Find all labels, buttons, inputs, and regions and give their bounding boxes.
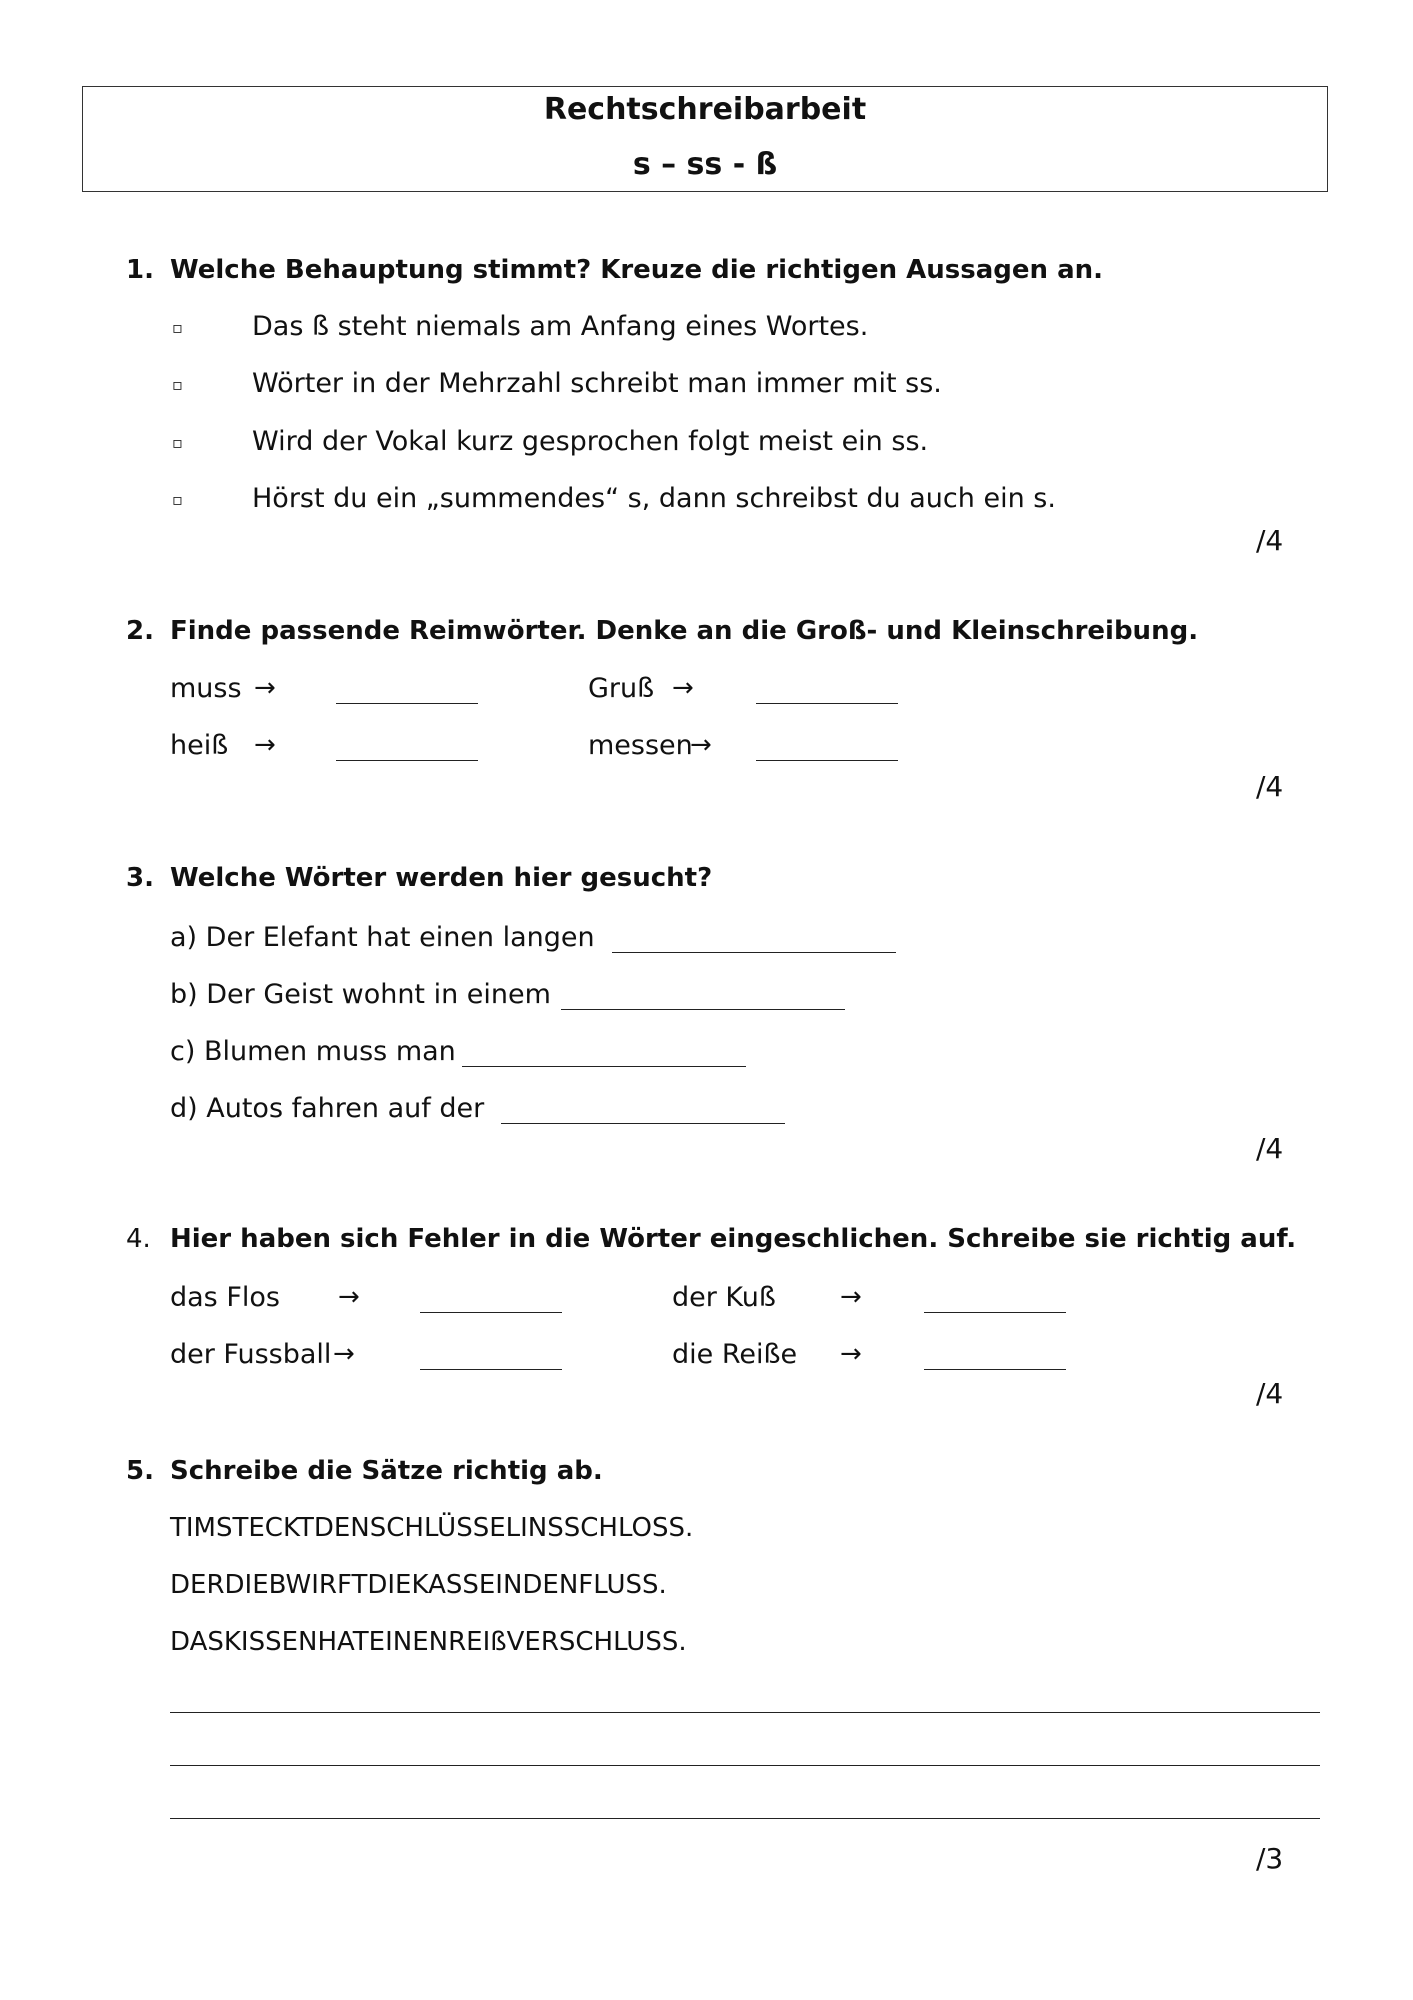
q4-word-4: die Reiße <box>672 1339 798 1370</box>
q1-number: 1. <box>126 255 154 285</box>
q2-arrow-2: → <box>672 673 694 703</box>
q2-word-2: Gruß <box>588 673 655 704</box>
q1-checkbox-1[interactable]: ▫ <box>172 318 183 337</box>
q4-text: Hier haben sich Fehler in die Wörter eingeschlichen. Schreibe sie richtig auf. <box>170 1224 1297 1254</box>
q3-text: Welche Wörter werden hier gesucht? <box>170 863 713 893</box>
q2-score: /4 <box>1256 770 1284 803</box>
q1-checkbox-2[interactable]: ▫ <box>172 375 183 394</box>
q2-blank-2[interactable] <box>756 703 898 704</box>
q1-item-1: Das ß steht niemals am Anfang eines Wortes. <box>252 311 869 342</box>
q3-blank-d[interactable] <box>501 1123 785 1124</box>
q2-arrow-4: → <box>690 730 712 760</box>
q2-number: 2. <box>126 616 154 646</box>
q2-arrow-3: → <box>254 730 276 760</box>
q5-sentence-2: DERDIEBWIRFTDIEKASSEINDENFLUSS. <box>170 1570 667 1600</box>
q3-item-b: b) Der Geist wohnt in einem <box>170 979 551 1010</box>
q2-blank-4[interactable] <box>756 760 898 761</box>
q5-sentence-3: DASKISSENHATEINENREIßVERSCHLUSS. <box>170 1627 687 1657</box>
q4-word-1: das Flos <box>170 1282 280 1313</box>
q4-blank-3[interactable] <box>420 1369 562 1370</box>
q4-arrow-2: → <box>840 1282 862 1312</box>
page-subtitle: s – ss - ß <box>632 147 778 182</box>
q5-writing-line-1[interactable] <box>170 1712 1320 1713</box>
q2-blank-1[interactable] <box>336 703 478 704</box>
q4-score: /4 <box>1256 1377 1284 1410</box>
q4-word-3: der Fussball <box>170 1339 332 1370</box>
q1-item-2: Wörter in der Mehrzahl schreibt man immer mit ss. <box>252 368 942 399</box>
q3-item-c: c) Blumen muss man <box>170 1036 456 1067</box>
q1-text: Welche Behauptung stimmt? Kreuze die richtigen Aussagen an. <box>170 255 1104 285</box>
q5-number: 5. <box>126 1456 154 1486</box>
q4-arrow-1: → <box>338 1282 360 1312</box>
q3-score: /4 <box>1256 1132 1284 1165</box>
q4-arrow-3: → <box>333 1339 355 1369</box>
q5-text: Schreibe die Sätze richtig ab. <box>170 1456 603 1486</box>
q5-writing-line-2[interactable] <box>170 1765 1320 1766</box>
q5-writing-line-3[interactable] <box>170 1818 1320 1819</box>
q2-blank-3[interactable] <box>336 760 478 761</box>
q3-item-d: d) Autos fahren auf der <box>170 1093 485 1124</box>
q1-item-3: Wird der Vokal kurz gesprochen folgt meist ein ss. <box>252 426 929 457</box>
q4-number: 4. <box>126 1224 151 1254</box>
q1-item-4: Hörst du ein „summendes“ s, dann schreibst du auch ein s. <box>252 483 1056 514</box>
page-title: Rechtschreibarbeit <box>543 92 867 127</box>
q3-number: 3. <box>126 863 154 893</box>
q3-blank-a[interactable] <box>612 952 896 953</box>
q2-word-1: muss <box>170 673 242 704</box>
q3-blank-c[interactable] <box>462 1066 746 1067</box>
q4-word-2: der Kuß <box>672 1282 776 1313</box>
q1-checkbox-3[interactable]: ▫ <box>172 433 183 452</box>
q4-arrow-4: → <box>840 1339 862 1369</box>
q2-word-4: messen <box>588 730 693 761</box>
q1-score: /4 <box>1256 524 1284 557</box>
q2-text: Finde passende Reimwörter. Denke an die Groß- und Kleinschreibung. <box>170 616 1199 646</box>
q4-blank-1[interactable] <box>420 1312 562 1313</box>
q2-arrow-1: → <box>254 673 276 703</box>
q3-item-a: a) Der Elefant hat einen langen <box>170 922 595 953</box>
q5-sentence-1: TIMSTECKTDENSCHLÜSSELINSSCHLOSS. <box>170 1513 694 1543</box>
q4-blank-4[interactable] <box>924 1369 1066 1370</box>
q1-checkbox-4[interactable]: ▫ <box>172 490 183 509</box>
q3-blank-b[interactable] <box>561 1009 845 1010</box>
q4-blank-2[interactable] <box>924 1312 1066 1313</box>
title-box <box>82 86 1328 192</box>
q2-word-3: heiß <box>170 730 229 761</box>
q5-score: /3 <box>1256 1842 1284 1875</box>
